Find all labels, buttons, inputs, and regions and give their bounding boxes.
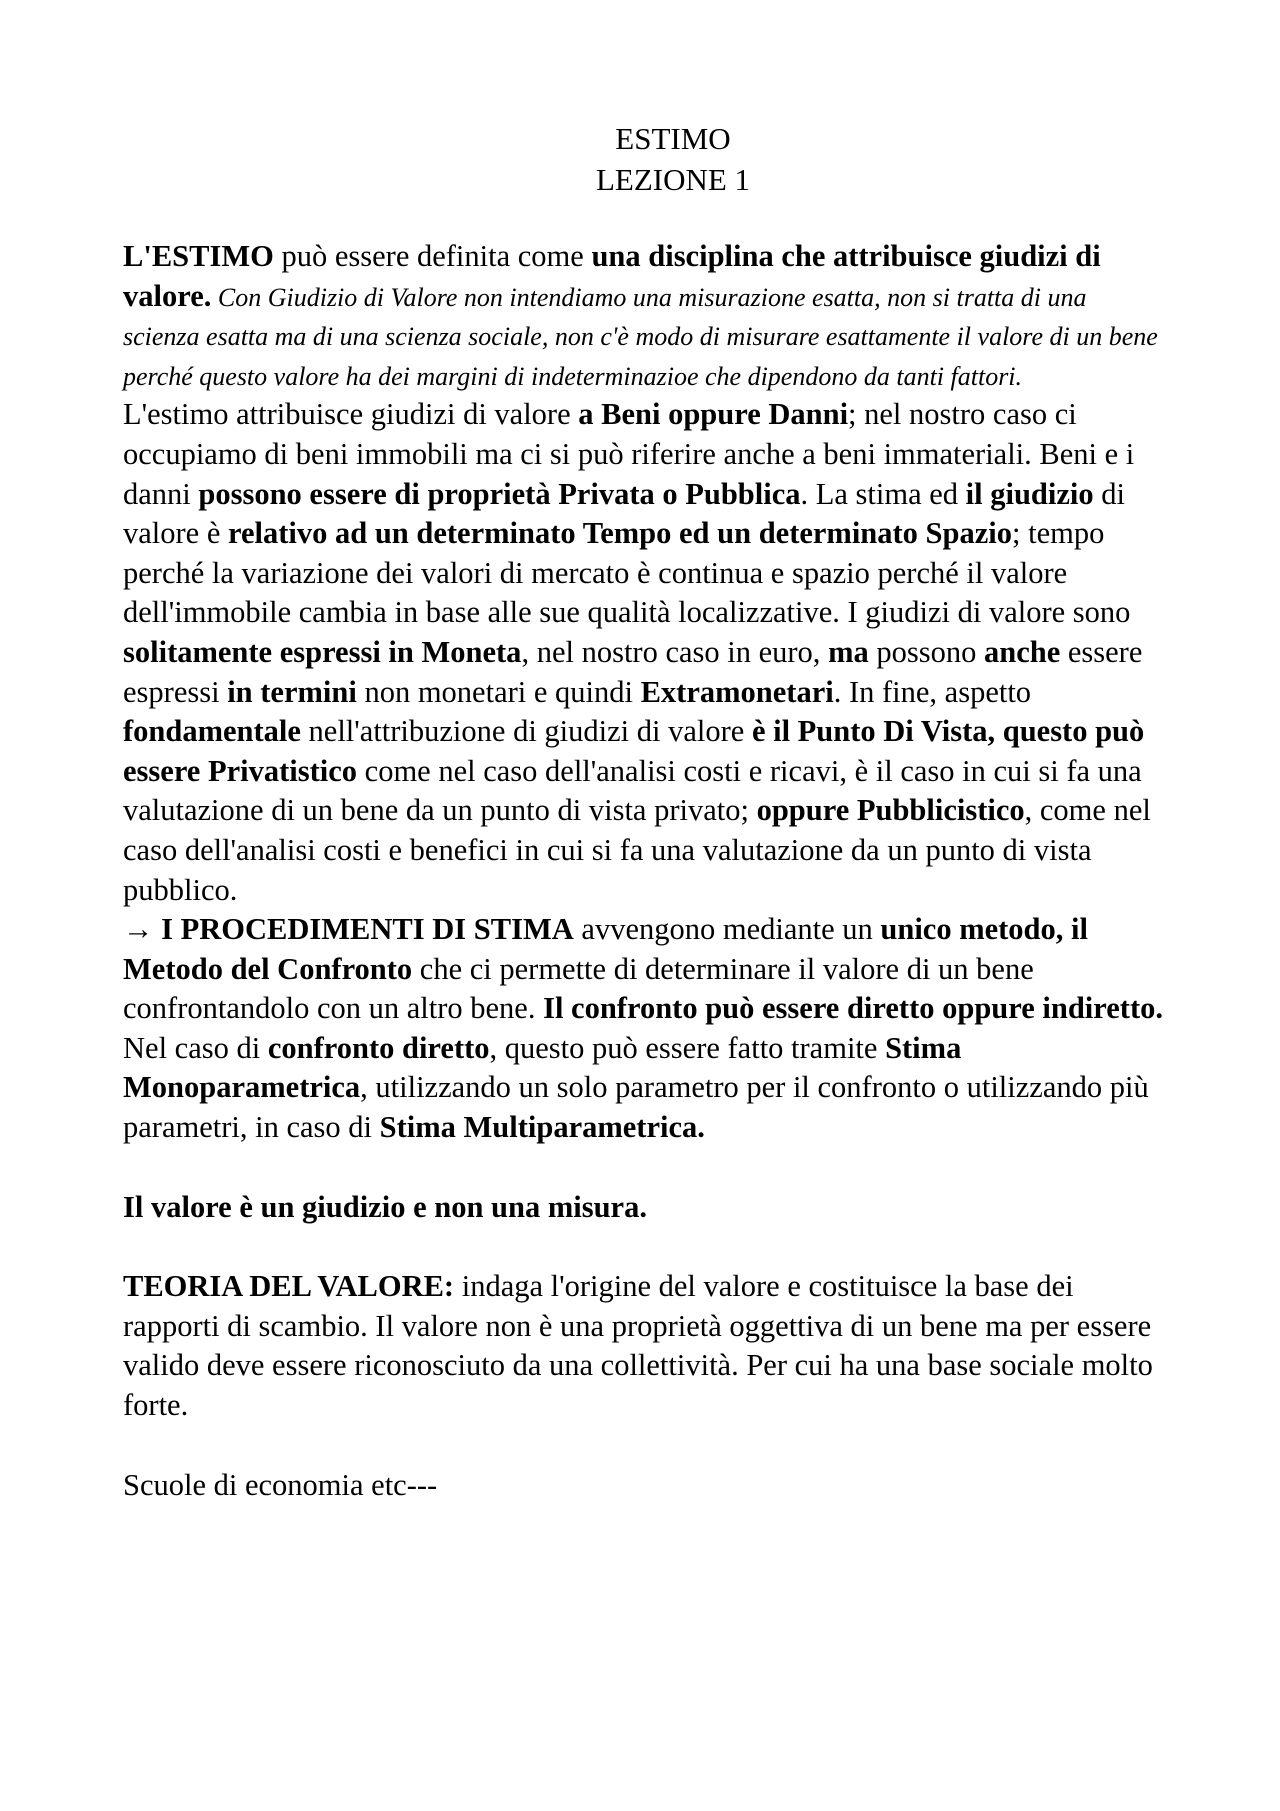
procedimenti-bold: confronto diretto (267, 1030, 490, 1065)
body-bold: il giudizio (965, 476, 1094, 511)
body-text: L'estimo attribuisce giudizi di valore (123, 397, 579, 432)
procedimenti-bold: Stima Monoparametrica (123, 1030, 962, 1105)
procedimenti-text: che ci permette di determinare il valore di un bene confrontandolo con un altro bene. (123, 951, 1034, 1026)
body-bold: ma (828, 634, 869, 669)
intro-definition: una disciplina che attribuisce giudizi di valore. (123, 239, 1101, 313)
body-bold: è il Punto Di Vista, questo può essere Privatistico (123, 714, 1145, 788)
procedimenti-text: Nel caso di (123, 1030, 268, 1065)
intro-italic-note: Con Giudizio di Valore non intendiamo una misurazione esatta, non si tratta di una scienza esatta ma di una scienza sociale, non c'è modo di misurare esattamente il valore di un bene perché questo valore ha dei margini di indeterminazioe che dipendono da tanti fattori. (123, 282, 1158, 391)
body-bold: Extramonetari (640, 674, 834, 709)
body-text: , nel nostro caso in euro, (521, 634, 829, 669)
body-text: come nel caso dell'analisi costi e ricavi, è il caso in cui si fa una valutazione di un bene da un punto di vista privato; (123, 753, 1142, 828)
procedimenti-text: , questo può essere fatto tramite (489, 1030, 886, 1065)
teoria-paragraph (123, 1267, 1163, 1425)
body-bold: relativo ad un determinato Tempo ed un determinato Spazio (228, 516, 1012, 551)
body-text: . In fine, aspetto (833, 674, 1032, 709)
body-text: ; tempo perché la variazione dei valori di mercato è continua e spazio perché il valore dell'immobile cambia in base alle sue qualità localizzative. I giudizi di valore sono (123, 516, 1131, 630)
document-subtitle: LEZIONE 1 (595, 162, 751, 197)
body-bold: possono essere di proprietà Privata o Pubblica (198, 476, 801, 511)
body-text: possono (868, 634, 984, 669)
body-text: . La stima ed (800, 476, 966, 511)
closing-text: Scuole di economia etc--- (123, 1467, 438, 1502)
procedimenti-text: avvengono mediante un (573, 912, 881, 947)
document-title: ESTIMO (615, 121, 731, 156)
intro-paragraph (123, 237, 1163, 395)
teoria-text: indaga l'origine del valore e costituisce la base dei rapporti di scambio. Il valore non è una proprietà oggettiva di un bene ma per essere valido deve essere riconosciuto da una collettività. Per cui ha una base sociale molto forte. (123, 1269, 1153, 1423)
body-text: essere espressi (123, 634, 1143, 709)
procedimenti-paragraph (123, 910, 1163, 1148)
body-bold: fondamentale (123, 714, 301, 749)
intro-text: può essere definita come (273, 239, 592, 273)
document-page (123, 118, 1163, 1505)
body-bold: oppure Pubblicistico (756, 793, 1025, 828)
body-text: nell'attribuzione di giudizi di valore (300, 714, 752, 749)
title-block (123, 118, 1163, 200)
body-paragraph (123, 395, 1163, 910)
procedimenti-bold: Stima Multiparametrica. (379, 1110, 705, 1145)
statement-paragraph (123, 1188, 1163, 1228)
body-text: , come nel caso dell'analisi costi e benefici in cui si fa una valutazione da un punto di vista pubblico. (123, 793, 1151, 907)
body-text: non monetari e quindi (356, 674, 641, 709)
procedimenti-text: , utilizzando un solo parametro per il confronto o utilizzando più parametri, in caso di (123, 1070, 1149, 1145)
body-bold: a Beni oppure Danni (578, 397, 849, 432)
teoria-heading: TEORIA DEL VALORE: (123, 1269, 455, 1304)
procedimenti-heading: → I PROCEDIMENTI DI STIMA (123, 912, 574, 947)
body-text: ; nel nostro caso ci occupiamo di beni immobili ma ci si può riferire anche a beni immateriali. Beni e i danni (123, 397, 1135, 511)
intro-term: L'ESTIMO (123, 239, 274, 273)
body-bold: anche (983, 634, 1061, 669)
procedimenti-bold: Il confronto può essere diretto oppure indiretto. (543, 991, 1163, 1026)
statement-text: Il valore è un giudizio e non una misura. (123, 1189, 647, 1224)
body-text: di valore è (123, 476, 1125, 551)
body-bold: solitamente espressi in Moneta (123, 634, 522, 669)
body-bold: in termini (227, 674, 357, 709)
procedimenti-bold: unico metodo, il Metodo del Confronto (123, 912, 1088, 986)
closing-paragraph (123, 1466, 1163, 1506)
